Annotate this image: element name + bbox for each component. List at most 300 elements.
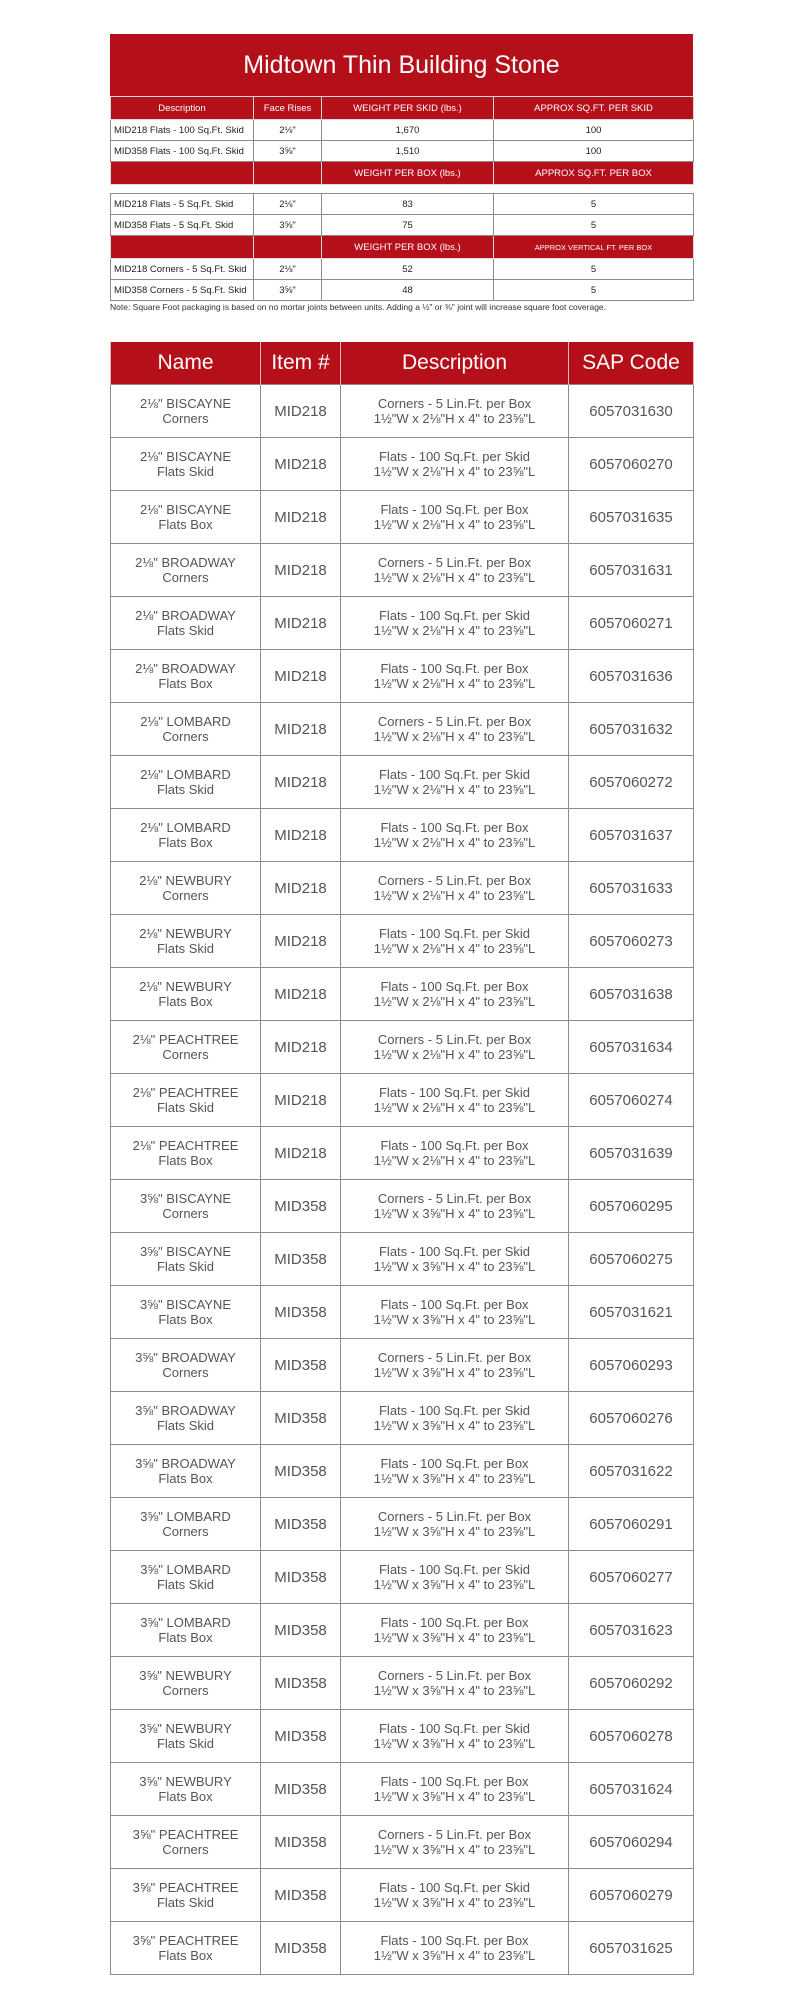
product-name-line: 2⅛" BROADWAY bbox=[135, 555, 236, 570]
product-type-line: Corners bbox=[162, 1683, 209, 1698]
spec-sqft: 5 bbox=[494, 259, 694, 280]
dimensions-line: 1½"W x 2⅛"H x 4" to 23⅝"L bbox=[373, 464, 536, 479]
product-description bbox=[341, 1604, 569, 1657]
dimensions-line: 1½"W x 3⅝"H x 4" to 23⅝"L bbox=[373, 1312, 536, 1327]
description-line: Flats - 100 Sq.Ft. per Skid bbox=[378, 1403, 530, 1418]
sap-code: 6057060295 bbox=[569, 1180, 694, 1233]
table-row bbox=[111, 1339, 694, 1392]
spec-sqft: 5 bbox=[494, 194, 694, 215]
description-line: Flats - 100 Sq.Ft. per Skid bbox=[378, 1562, 530, 1577]
table-row bbox=[111, 1392, 694, 1445]
product-description bbox=[341, 1710, 569, 1763]
table-row bbox=[111, 1180, 694, 1233]
product-name bbox=[111, 1445, 261, 1498]
table-row bbox=[111, 1074, 694, 1127]
product-name-line: 2⅛" BROADWAY bbox=[135, 608, 236, 623]
table-row bbox=[111, 1922, 694, 1975]
item-number: MID358 bbox=[261, 1445, 341, 1498]
spec-row bbox=[111, 194, 694, 215]
spec-rise: 2⅛" bbox=[254, 259, 322, 280]
description-line: Flats - 100 Sq.Ft. per Box bbox=[380, 1933, 529, 1948]
item-number: MID218 bbox=[261, 385, 341, 438]
spec-weight: 1,510 bbox=[322, 141, 494, 162]
product-description bbox=[341, 809, 569, 862]
spec-row bbox=[111, 141, 694, 162]
product-name bbox=[111, 809, 261, 862]
description-line: Flats - 100 Sq.Ft. per Box bbox=[380, 661, 529, 676]
sap-code: 6057031622 bbox=[569, 1445, 694, 1498]
product-name bbox=[111, 1816, 261, 1869]
header-weight-skid: WEIGHT PER SKID (lbs.) bbox=[322, 97, 494, 120]
spec-sqft: 100 bbox=[494, 141, 694, 162]
header-sap-code: SAP Code bbox=[569, 342, 694, 385]
product-name bbox=[111, 1869, 261, 1922]
dimensions-line: 1½"W x 2⅛"H x 4" to 23⅝"L bbox=[373, 411, 536, 426]
dimensions-line: 1½"W x 3⅝"H x 4" to 23⅝"L bbox=[373, 1842, 536, 1857]
product-type-line: Flats Skid bbox=[156, 1259, 215, 1274]
product-name-line: 3⅝" NEWBURY bbox=[139, 1668, 232, 1683]
product-name bbox=[111, 1763, 261, 1816]
product-name-line: 3⅝" BISCAYNE bbox=[139, 1244, 232, 1259]
sap-code: 6057031636 bbox=[569, 650, 694, 703]
description-line: Flats - 100 Sq.Ft. per Box bbox=[380, 1297, 529, 1312]
product-description bbox=[341, 1551, 569, 1604]
product-name bbox=[111, 1180, 261, 1233]
item-number: MID358 bbox=[261, 1710, 341, 1763]
product-name-line: 2⅛" NEWBURY bbox=[139, 873, 232, 888]
sap-code: 6057060292 bbox=[569, 1657, 694, 1710]
item-number: MID358 bbox=[261, 1869, 341, 1922]
product-name-line: 2⅛" PEACHTREE bbox=[132, 1032, 239, 1047]
product-name bbox=[111, 597, 261, 650]
product-name-line: 3⅝" BISCAYNE bbox=[139, 1297, 232, 1312]
description-line: Flats - 100 Sq.Ft. per Skid bbox=[378, 1085, 530, 1100]
description-line: Flats - 100 Sq.Ft. per Skid bbox=[378, 449, 530, 464]
product-table bbox=[110, 342, 694, 1975]
sap-code: 6057060279 bbox=[569, 1869, 694, 1922]
product-name bbox=[111, 438, 261, 491]
sap-code: 6057031633 bbox=[569, 862, 694, 915]
product-name-line: 3⅝" PEACHTREE bbox=[132, 1827, 239, 1842]
dimensions-line: 1½"W x 3⅝"H x 4" to 23⅝"L bbox=[373, 1524, 536, 1539]
description-line: Corners - 5 Lin.Ft. per Box bbox=[377, 1191, 532, 1206]
sap-code: 6057031637 bbox=[569, 809, 694, 862]
dimensions-line: 1½"W x 2⅛"H x 4" to 23⅝"L bbox=[373, 1100, 536, 1115]
spec-sqft: 100 bbox=[494, 120, 694, 141]
sap-code: 6057060273 bbox=[569, 915, 694, 968]
item-number: MID218 bbox=[261, 650, 341, 703]
dimensions-line: 1½"W x 3⅝"H x 4" to 23⅝"L bbox=[373, 1365, 536, 1380]
spec-table bbox=[110, 34, 693, 301]
dimensions-line: 1½"W x 3⅝"H x 4" to 23⅝"L bbox=[373, 1471, 536, 1486]
product-name bbox=[111, 1127, 261, 1180]
header-vertical-box: APPROX VERTICAL FT. PER BOX bbox=[494, 236, 694, 259]
item-number: MID358 bbox=[261, 1816, 341, 1869]
item-number: MID358 bbox=[261, 1180, 341, 1233]
product-name-line: 3⅝" BISCAYNE bbox=[139, 1191, 232, 1206]
product-name bbox=[111, 1551, 261, 1604]
description-line: Flats - 100 Sq.Ft. per Box bbox=[380, 1138, 529, 1153]
product-type-line: Flats Box bbox=[158, 1789, 213, 1804]
item-number: MID358 bbox=[261, 1551, 341, 1604]
product-description bbox=[341, 1498, 569, 1551]
spec-header-row bbox=[111, 97, 694, 120]
item-number: MID218 bbox=[261, 491, 341, 544]
table-row bbox=[111, 650, 694, 703]
dimensions-line: 1½"W x 3⅝"H x 4" to 23⅝"L bbox=[373, 1895, 536, 1910]
product-header-row bbox=[111, 342, 694, 385]
product-name-line: 2⅛" LOMBARD bbox=[140, 767, 231, 782]
spec-weight: 48 bbox=[322, 280, 494, 301]
sap-code: 6057060272 bbox=[569, 756, 694, 809]
sap-code: 6057031632 bbox=[569, 703, 694, 756]
product-type-line: Flats Skid bbox=[156, 1418, 215, 1433]
description-line: Flats - 100 Sq.Ft. per Box bbox=[380, 1456, 529, 1471]
item-number: MID218 bbox=[261, 1021, 341, 1074]
product-name-line: 3⅝" BROADWAY bbox=[135, 1403, 236, 1418]
product-name bbox=[111, 1498, 261, 1551]
description-line: Flats - 100 Sq.Ft. per Skid bbox=[378, 608, 530, 623]
product-type-line: Flats Skid bbox=[156, 782, 215, 797]
product-name bbox=[111, 1922, 261, 1975]
product-name-line: 2⅛" BISCAYNE bbox=[139, 449, 232, 464]
product-name bbox=[111, 1021, 261, 1074]
description-line: Corners - 5 Lin.Ft. per Box bbox=[377, 1509, 532, 1524]
spec-title: Midtown Thin Building Stone bbox=[110, 34, 693, 96]
header-description: Description bbox=[341, 342, 569, 385]
product-description bbox=[341, 1074, 569, 1127]
product-type-line: Corners bbox=[162, 1047, 209, 1062]
sap-code: 6057060271 bbox=[569, 597, 694, 650]
spec-spacer bbox=[111, 185, 694, 194]
sap-code: 6057031630 bbox=[569, 385, 694, 438]
table-row bbox=[111, 438, 694, 491]
spec-row bbox=[111, 215, 694, 236]
product-name-line: 2⅛" NEWBURY bbox=[139, 926, 232, 941]
sap-code: 6057031635 bbox=[569, 491, 694, 544]
product-name-line: 2⅛" NEWBURY bbox=[139, 979, 232, 994]
dimensions-line: 1½"W x 3⅝"H x 4" to 23⅝"L bbox=[373, 1948, 536, 1963]
product-description bbox=[341, 1180, 569, 1233]
spec-desc: MID218 Flats - 100 Sq.Ft. Skid bbox=[111, 120, 254, 141]
product-type-line: Corners bbox=[162, 411, 209, 426]
product-name-line: 2⅛" BISCAYNE bbox=[139, 502, 232, 517]
product-description bbox=[341, 1922, 569, 1975]
spec-desc: MID358 Flats - 5 Sq.Ft. Skid bbox=[111, 215, 254, 236]
description-line: Corners - 5 Lin.Ft. per Box bbox=[377, 396, 532, 411]
spec-rise: 3⅝" bbox=[254, 280, 322, 301]
spec-header-row bbox=[111, 162, 694, 185]
product-description bbox=[341, 756, 569, 809]
spec-row bbox=[111, 120, 694, 141]
description-line: Flats - 100 Sq.Ft. per Box bbox=[380, 502, 529, 517]
description-line: Corners - 5 Lin.Ft. per Box bbox=[377, 1032, 532, 1047]
table-row bbox=[111, 968, 694, 1021]
sap-code: 6057031625 bbox=[569, 1922, 694, 1975]
product-type-line: Flats Skid bbox=[156, 1100, 215, 1115]
product-type-line: Corners bbox=[162, 1206, 209, 1221]
product-description bbox=[341, 1816, 569, 1869]
item-number: MID218 bbox=[261, 597, 341, 650]
product-name-line: 3⅝" PEACHTREE bbox=[132, 1880, 239, 1895]
product-name-line: 3⅝" BROADWAY bbox=[135, 1350, 236, 1365]
table-row bbox=[111, 703, 694, 756]
item-number: MID358 bbox=[261, 1286, 341, 1339]
sap-code: 6057060293 bbox=[569, 1339, 694, 1392]
spec-sqft: 5 bbox=[494, 280, 694, 301]
sap-code: 6057031634 bbox=[569, 1021, 694, 1074]
dimensions-line: 1½"W x 2⅛"H x 4" to 23⅝"L bbox=[373, 570, 536, 585]
product-type-line: Flats Skid bbox=[156, 1577, 215, 1592]
product-name bbox=[111, 1657, 261, 1710]
product-name-line: 3⅝" BROADWAY bbox=[135, 1456, 236, 1471]
sap-code: 6057031638 bbox=[569, 968, 694, 1021]
sap-code: 6057031621 bbox=[569, 1286, 694, 1339]
sap-code: 6057060294 bbox=[569, 1816, 694, 1869]
product-rows bbox=[111, 385, 694, 1975]
spec-rise: 3⅝" bbox=[254, 141, 322, 162]
product-description bbox=[341, 1392, 569, 1445]
dimensions-line: 1½"W x 2⅛"H x 4" to 23⅝"L bbox=[373, 1047, 536, 1062]
item-number: MID358 bbox=[261, 1763, 341, 1816]
item-number: MID358 bbox=[261, 1233, 341, 1286]
product-type-line: Flats Box bbox=[158, 1948, 213, 1963]
product-name bbox=[111, 862, 261, 915]
product-name-line: 2⅛" PEACHTREE bbox=[132, 1138, 239, 1153]
table-row bbox=[111, 1286, 694, 1339]
spec-weight: 1,670 bbox=[322, 120, 494, 141]
dimensions-line: 1½"W x 3⅝"H x 4" to 23⅝"L bbox=[373, 1418, 536, 1433]
spec-sqft: 5 bbox=[494, 215, 694, 236]
description-line: Flats - 100 Sq.Ft. per Skid bbox=[378, 926, 530, 941]
table-row bbox=[111, 915, 694, 968]
spec-rise: 3⅝" bbox=[254, 215, 322, 236]
description-line: Corners - 5 Lin.Ft. per Box bbox=[377, 873, 532, 888]
product-name bbox=[111, 968, 261, 1021]
description-line: Corners - 5 Lin.Ft. per Box bbox=[377, 555, 532, 570]
product-type-line: Flats Skid bbox=[156, 464, 215, 479]
item-number: MID358 bbox=[261, 1922, 341, 1975]
dimensions-line: 1½"W x 2⅛"H x 4" to 23⅝"L bbox=[373, 1153, 536, 1168]
dimensions-line: 1½"W x 2⅛"H x 4" to 23⅝"L bbox=[373, 941, 536, 956]
table-row bbox=[111, 491, 694, 544]
product-name bbox=[111, 1233, 261, 1286]
item-number: MID218 bbox=[261, 1074, 341, 1127]
table-row bbox=[111, 1763, 694, 1816]
header-sqft-box: APPROX SQ.FT. PER BOX bbox=[494, 162, 694, 185]
product-name-line: 2⅛" BISCAYNE bbox=[139, 396, 232, 411]
description-line: Flats - 100 Sq.Ft. per Skid bbox=[378, 767, 530, 782]
header-description: Description bbox=[111, 97, 254, 120]
product-type-line: Corners bbox=[162, 1365, 209, 1380]
header-face-rises: Face Rises bbox=[254, 97, 322, 120]
product-description bbox=[341, 1657, 569, 1710]
spec-desc: MID358 Corners - 5 Sq.Ft. Skid bbox=[111, 280, 254, 301]
product-type-line: Flats Box bbox=[158, 835, 213, 850]
product-name-line: 2⅛" LOMBARD bbox=[140, 820, 231, 835]
dimensions-line: 1½"W x 2⅛"H x 4" to 23⅝"L bbox=[373, 835, 536, 850]
sap-code: 6057060276 bbox=[569, 1392, 694, 1445]
dimensions-line: 1½"W x 3⅝"H x 4" to 23⅝"L bbox=[373, 1789, 536, 1804]
table-row bbox=[111, 1127, 694, 1180]
sap-code: 6057060270 bbox=[569, 438, 694, 491]
product-description bbox=[341, 491, 569, 544]
product-description bbox=[341, 385, 569, 438]
item-number: MID358 bbox=[261, 1339, 341, 1392]
sap-code: 6057060275 bbox=[569, 1233, 694, 1286]
product-name bbox=[111, 1339, 261, 1392]
dimensions-line: 1½"W x 3⅝"H x 4" to 23⅝"L bbox=[373, 1259, 536, 1274]
table-row bbox=[111, 1710, 694, 1763]
product-description bbox=[341, 703, 569, 756]
product-description bbox=[341, 915, 569, 968]
product-description bbox=[341, 544, 569, 597]
product-name bbox=[111, 650, 261, 703]
product-type-line: Flats Box bbox=[158, 1153, 213, 1168]
header-empty bbox=[254, 162, 322, 185]
description-line: Corners - 5 Lin.Ft. per Box bbox=[377, 1668, 532, 1683]
product-description bbox=[341, 1286, 569, 1339]
product-name-line: 3⅝" LOMBARD bbox=[140, 1509, 231, 1524]
spec-rise: 2⅛" bbox=[254, 120, 322, 141]
dimensions-line: 1½"W x 2⅛"H x 4" to 23⅝"L bbox=[373, 888, 536, 903]
product-type-line: Corners bbox=[162, 570, 209, 585]
description-line: Corners - 5 Lin.Ft. per Box bbox=[377, 714, 532, 729]
spec-row bbox=[111, 259, 694, 280]
spec-rise: 2⅛" bbox=[254, 194, 322, 215]
dimensions-line: 1½"W x 3⅝"H x 4" to 23⅝"L bbox=[373, 1683, 536, 1698]
table-row bbox=[111, 1233, 694, 1286]
header-sqft-skid: APPROX SQ.FT. PER SKID bbox=[494, 97, 694, 120]
dimensions-line: 1½"W x 3⅝"H x 4" to 23⅝"L bbox=[373, 1577, 536, 1592]
item-number: MID218 bbox=[261, 1127, 341, 1180]
product-name bbox=[111, 1604, 261, 1657]
sap-code: 6057031639 bbox=[569, 1127, 694, 1180]
dimensions-line: 1½"W x 3⅝"H x 4" to 23⅝"L bbox=[373, 1630, 536, 1645]
product-name-line: 2⅛" LOMBARD bbox=[140, 714, 231, 729]
table-row bbox=[111, 1498, 694, 1551]
table-row bbox=[111, 597, 694, 650]
item-number: MID218 bbox=[261, 915, 341, 968]
product-description bbox=[341, 1233, 569, 1286]
table-row bbox=[111, 1604, 694, 1657]
spec-header-row bbox=[111, 236, 694, 259]
product-type-line: Corners bbox=[162, 888, 209, 903]
dimensions-line: 1½"W x 3⅝"H x 4" to 23⅝"L bbox=[373, 1206, 536, 1221]
product-type-line: Flats Box bbox=[158, 994, 213, 1009]
item-number: MID218 bbox=[261, 703, 341, 756]
product-name-line: 3⅝" LOMBARD bbox=[140, 1562, 231, 1577]
product-type-line: Flats Box bbox=[158, 517, 213, 532]
product-name bbox=[111, 915, 261, 968]
table-row bbox=[111, 1816, 694, 1869]
table-row bbox=[111, 385, 694, 438]
item-number: MID218 bbox=[261, 809, 341, 862]
product-type-line: Corners bbox=[162, 1842, 209, 1857]
product-name bbox=[111, 703, 261, 756]
product-type-line: Corners bbox=[162, 729, 209, 744]
item-number: MID218 bbox=[261, 756, 341, 809]
description-line: Flats - 100 Sq.Ft. per Skid bbox=[378, 1721, 530, 1736]
product-description bbox=[341, 862, 569, 915]
product-type-line: Flats Box bbox=[158, 1630, 213, 1645]
product-description bbox=[341, 650, 569, 703]
dimensions-line: 1½"W x 3⅝"H x 4" to 23⅝"L bbox=[373, 1736, 536, 1751]
spec-weight: 83 bbox=[322, 194, 494, 215]
sap-code: 6057060291 bbox=[569, 1498, 694, 1551]
header-empty bbox=[111, 236, 254, 259]
description-line: Flats - 100 Sq.Ft. per Box bbox=[380, 1774, 529, 1789]
product-name-line: 3⅝" LOMBARD bbox=[140, 1615, 231, 1630]
description-line: Flats - 100 Sq.Ft. per Box bbox=[380, 979, 529, 994]
spec-desc: MID358 Flats - 100 Sq.Ft. Skid bbox=[111, 141, 254, 162]
dimensions-line: 1½"W x 2⅛"H x 4" to 23⅝"L bbox=[373, 782, 536, 797]
product-description bbox=[341, 1127, 569, 1180]
table-row bbox=[111, 1445, 694, 1498]
description-line: Corners - 5 Lin.Ft. per Box bbox=[377, 1350, 532, 1365]
table-row bbox=[111, 1551, 694, 1604]
header-empty bbox=[254, 236, 322, 259]
item-number: MID358 bbox=[261, 1657, 341, 1710]
spec-weight: 52 bbox=[322, 259, 494, 280]
product-type-line: Flats Box bbox=[158, 1471, 213, 1486]
item-number: MID358 bbox=[261, 1604, 341, 1657]
table-row bbox=[111, 809, 694, 862]
description-line: Flats - 100 Sq.Ft. per Box bbox=[380, 820, 529, 835]
product-name bbox=[111, 1710, 261, 1763]
item-number: MID218 bbox=[261, 968, 341, 1021]
dimensions-line: 1½"W x 2⅛"H x 4" to 23⅝"L bbox=[373, 729, 536, 744]
product-name bbox=[111, 756, 261, 809]
header-name: Name bbox=[111, 342, 261, 385]
product-name bbox=[111, 1074, 261, 1127]
product-type-line: Flats Skid bbox=[156, 623, 215, 638]
item-number: MID218 bbox=[261, 544, 341, 597]
spec-weight: 75 bbox=[322, 215, 494, 236]
header-item: Item # bbox=[261, 342, 341, 385]
product-name bbox=[111, 385, 261, 438]
item-number: MID218 bbox=[261, 862, 341, 915]
item-number: MID358 bbox=[261, 1392, 341, 1445]
table-row bbox=[111, 544, 694, 597]
table-row bbox=[111, 756, 694, 809]
table-row bbox=[111, 1657, 694, 1710]
description-line: Corners - 5 Lin.Ft. per Box bbox=[377, 1827, 532, 1842]
product-type-line: Flats Skid bbox=[156, 1895, 215, 1910]
product-description bbox=[341, 438, 569, 491]
description-line: Flats - 100 Sq.Ft. per Skid bbox=[378, 1244, 530, 1259]
product-name bbox=[111, 544, 261, 597]
table-row bbox=[111, 862, 694, 915]
sap-code: 6057060277 bbox=[569, 1551, 694, 1604]
product-description bbox=[341, 1763, 569, 1816]
sap-code: 6057060274 bbox=[569, 1074, 694, 1127]
product-type-line: Flats Skid bbox=[156, 1736, 215, 1751]
product-name bbox=[111, 1392, 261, 1445]
product-description bbox=[341, 1445, 569, 1498]
spec-desc: MID218 Flats - 5 Sq.Ft. Skid bbox=[111, 194, 254, 215]
spec-desc: MID218 Corners - 5 Sq.Ft. Skid bbox=[111, 259, 254, 280]
item-number: MID358 bbox=[261, 1498, 341, 1551]
dimensions-line: 1½"W x 2⅛"H x 4" to 23⅝"L bbox=[373, 517, 536, 532]
product-description bbox=[341, 1021, 569, 1074]
sap-code: 6057031623 bbox=[569, 1604, 694, 1657]
dimensions-line: 1½"W x 2⅛"H x 4" to 23⅝"L bbox=[373, 676, 536, 691]
sap-code: 6057060278 bbox=[569, 1710, 694, 1763]
product-type-line: Flats Box bbox=[158, 1312, 213, 1327]
description-line: Flats - 100 Sq.Ft. per Skid bbox=[378, 1880, 530, 1895]
product-type-line: Flats Box bbox=[158, 676, 213, 691]
